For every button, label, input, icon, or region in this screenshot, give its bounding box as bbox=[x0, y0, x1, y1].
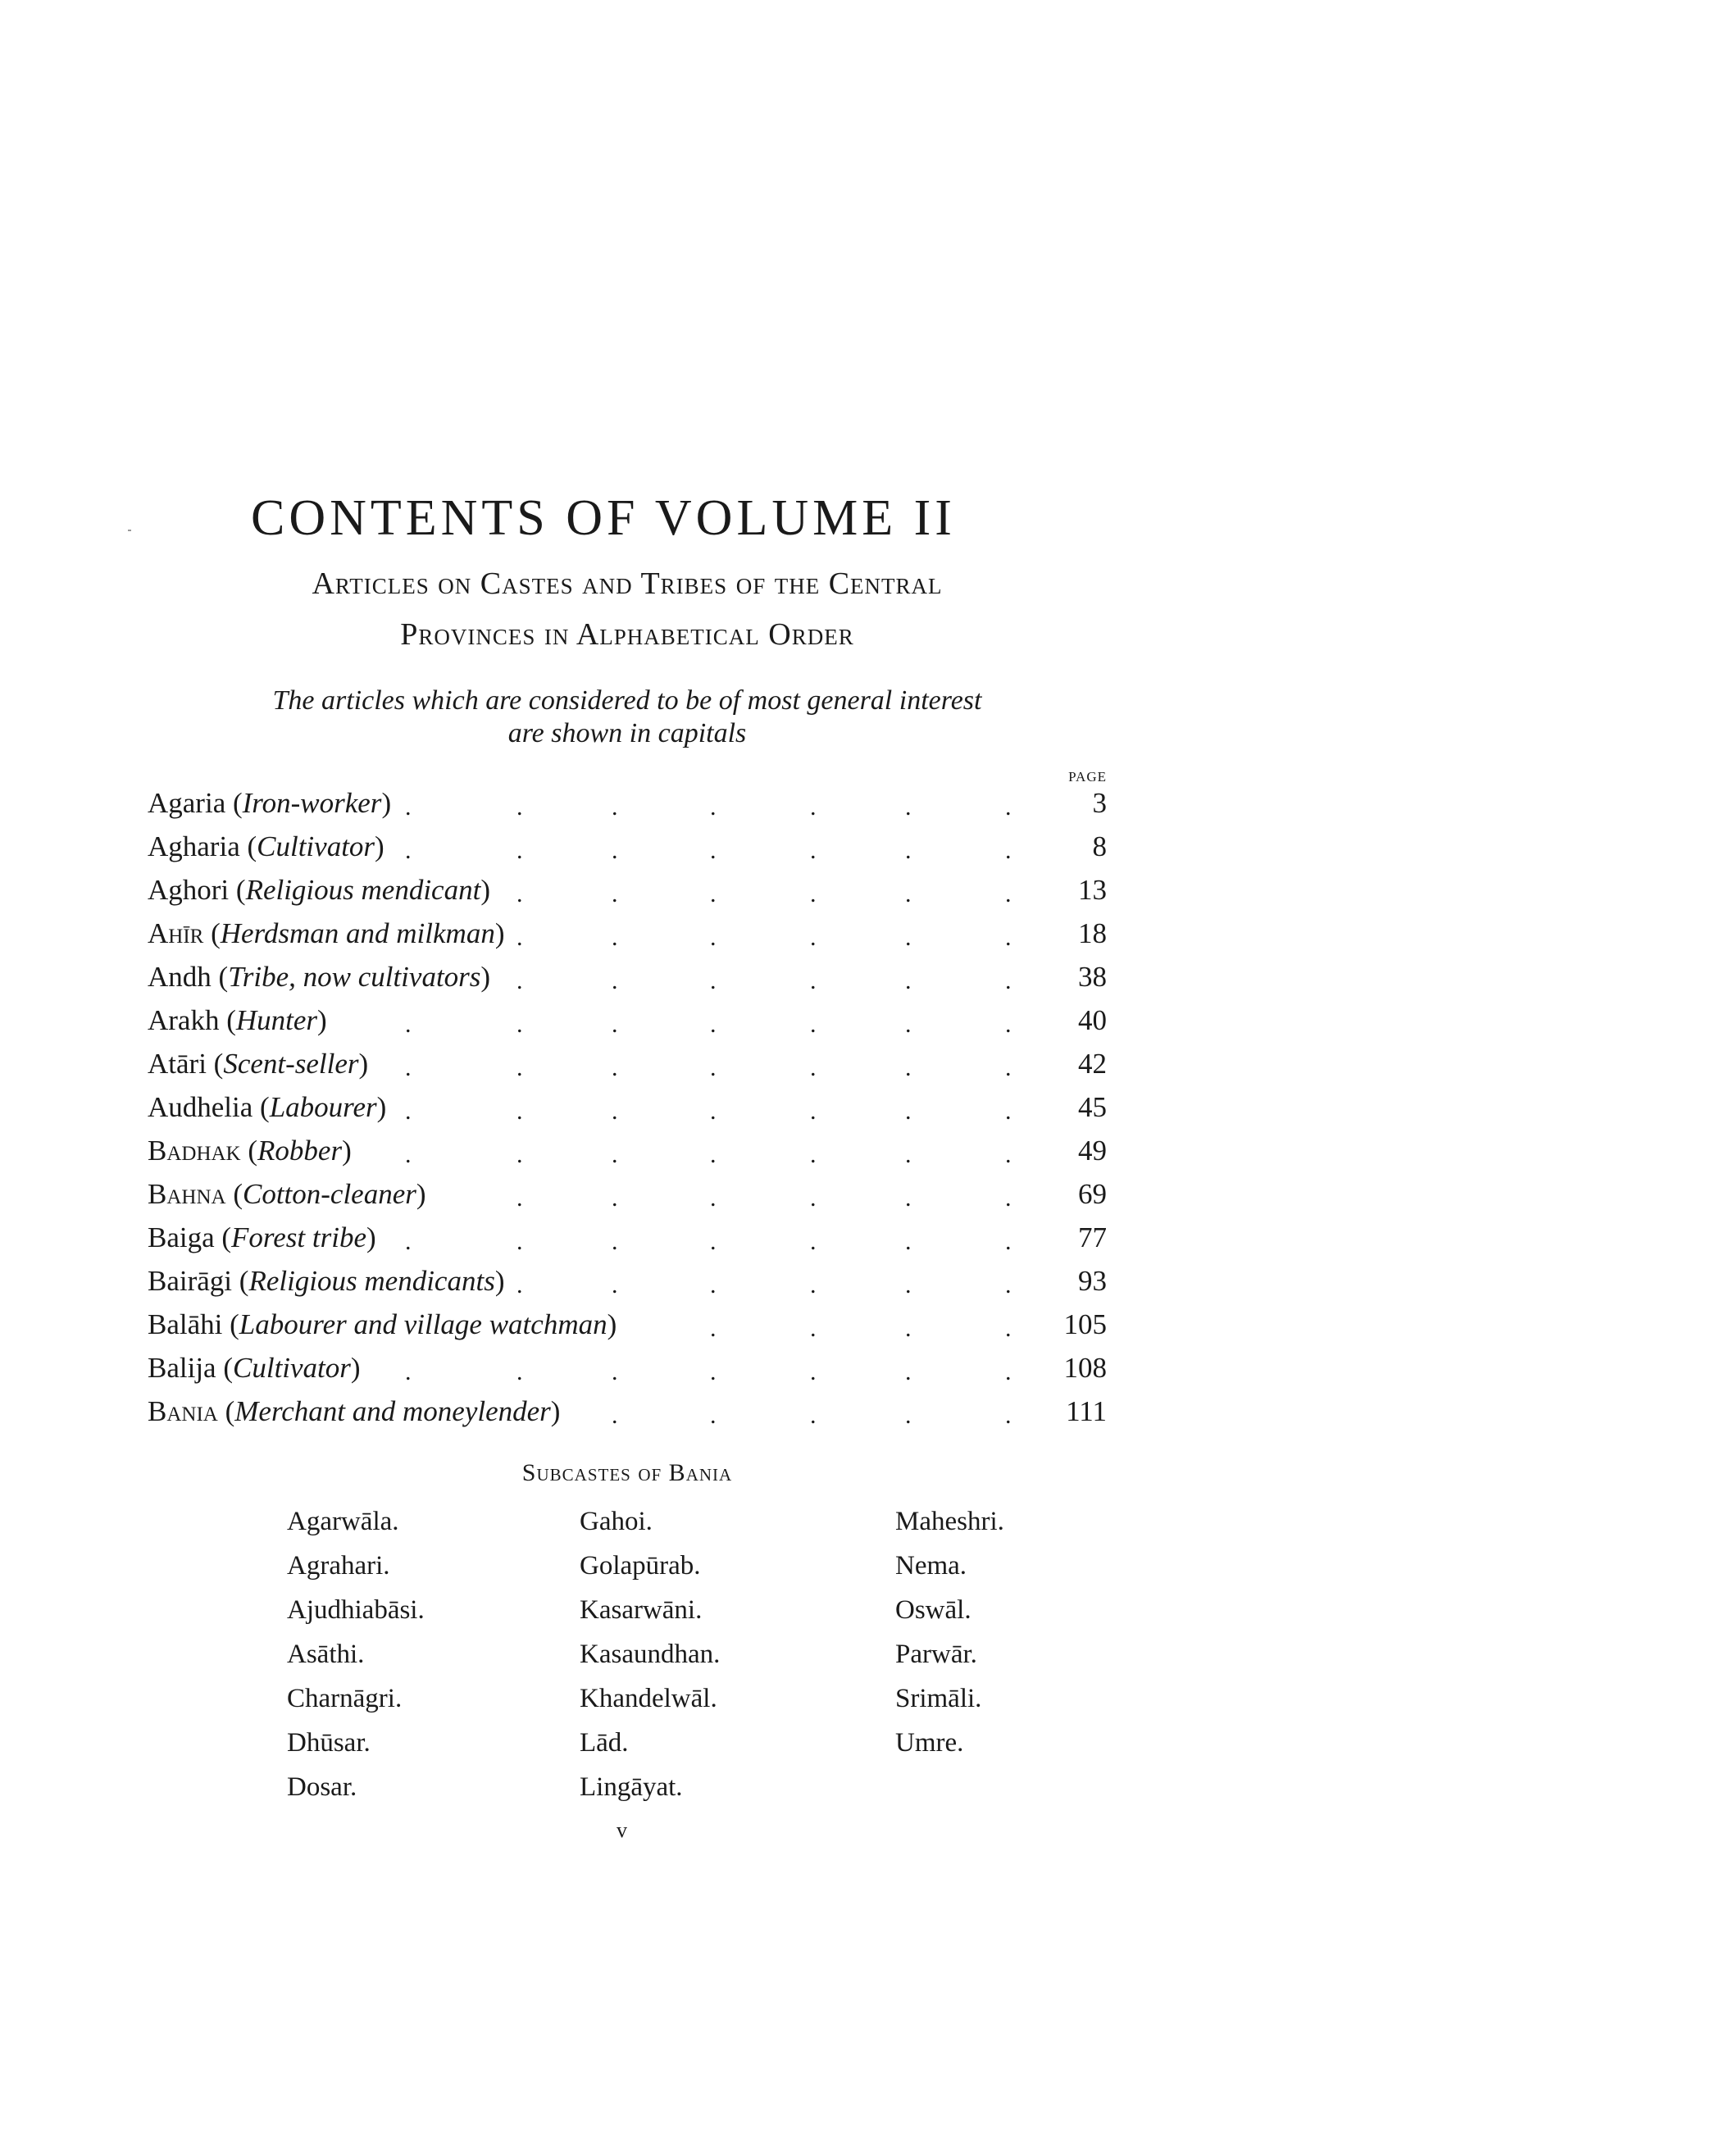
dot-leader: . . . . . . bbox=[516, 880, 1012, 907]
entry-description: Scent-seller bbox=[223, 1048, 359, 1080]
entry-name: Ahīr bbox=[148, 917, 204, 949]
subcaste-item: Maheshri. bbox=[895, 1507, 1004, 1536]
entry-label: Atāri (Scent-seller) bbox=[148, 1048, 369, 1080]
dot-leader: . . . . . . . bbox=[405, 1054, 1012, 1081]
subcaste-item: Kasaundhan. bbox=[580, 1640, 721, 1669]
entry-page-number: 38 bbox=[1078, 961, 1107, 993]
dot-leader: . . . . . . bbox=[516, 1185, 1012, 1212]
entry-description: Religious mendicant bbox=[245, 874, 481, 906]
entry-label: Arakh (Hunter) bbox=[148, 1004, 327, 1036]
subcaste-item: Nema. bbox=[895, 1551, 967, 1581]
subcaste-item: Lād. bbox=[580, 1728, 629, 1758]
entry-description: Cultivator bbox=[257, 830, 375, 862]
entry-description: Herdsman and milkman bbox=[220, 917, 495, 949]
dot-leader: . . . . . . . bbox=[405, 794, 1012, 821]
entry-description: Religious mendicants bbox=[248, 1265, 495, 1297]
entry-label: Balāhi (Labourer and village watchman) bbox=[148, 1308, 617, 1340]
dot-leader: . . . . . . bbox=[516, 924, 1012, 951]
subcaste-item: Srimāli. bbox=[895, 1684, 982, 1713]
entry-label: Bania (Merchant and moneylender) bbox=[148, 1395, 561, 1427]
entry-name: Agharia bbox=[148, 830, 240, 862]
entry-label: Aghori (Religious mendicant) bbox=[148, 874, 490, 906]
subcastes-column-2 bbox=[580, 1507, 720, 1817]
entry-label: Baiga (Forest tribe) bbox=[148, 1221, 376, 1253]
subcaste-item: Parwār. bbox=[895, 1640, 977, 1669]
page-title: CONTENTS OF VOLUME II bbox=[251, 489, 956, 546]
subcaste-item: Dhūsar. bbox=[287, 1728, 371, 1758]
entry-label: Balija (Cultivator) bbox=[148, 1352, 361, 1384]
entry-name: Balija bbox=[148, 1352, 216, 1384]
entry-page-number: 105 bbox=[1063, 1308, 1107, 1340]
entry-page-number: 42 bbox=[1078, 1048, 1107, 1080]
subcaste-item: Lingāyat. bbox=[580, 1772, 683, 1802]
dot-leader: . . . . . . bbox=[516, 967, 1012, 994]
entry-name: Agaria bbox=[148, 787, 226, 819]
entry-page-number: 111 bbox=[1066, 1395, 1107, 1427]
entry-page-number: 49 bbox=[1078, 1135, 1107, 1167]
contents-entry bbox=[148, 830, 1107, 874]
contents-entry bbox=[148, 1221, 1107, 1265]
subcastes-column-1 bbox=[287, 1507, 425, 1817]
entry-name: Bairāgi bbox=[148, 1265, 233, 1297]
entry-name: Andh bbox=[148, 961, 212, 993]
entry-page-number: 69 bbox=[1078, 1178, 1107, 1210]
entry-label: Bahna (Cotton-cleaner) bbox=[148, 1178, 426, 1210]
page-folio: v bbox=[617, 1818, 627, 1842]
entry-label: Agharia (Cultivator) bbox=[148, 830, 384, 862]
entry-page-number: 108 bbox=[1063, 1352, 1107, 1384]
entry-description: Iron-worker bbox=[242, 787, 382, 819]
entry-page-number: 3 bbox=[1092, 787, 1107, 819]
subcaste-item: Golapūrab. bbox=[580, 1551, 701, 1581]
entry-page-number: 40 bbox=[1078, 1004, 1107, 1036]
contents-entry bbox=[148, 1178, 1107, 1221]
entry-page-number: 93 bbox=[1078, 1265, 1107, 1297]
contents-entry bbox=[148, 961, 1107, 1004]
contents-entry bbox=[148, 1048, 1107, 1091]
entry-page-number: 45 bbox=[1078, 1091, 1107, 1123]
entry-description: Merchant and moneylender bbox=[234, 1395, 551, 1427]
entry-page-number: 77 bbox=[1078, 1221, 1107, 1253]
contents-entry bbox=[148, 1004, 1107, 1048]
entry-label: Ahīr (Herdsman and milkman) bbox=[148, 917, 505, 949]
dot-leader: . . . . . . . bbox=[405, 1011, 1012, 1038]
entry-name: Bahna bbox=[148, 1178, 226, 1210]
contents-entry bbox=[148, 1135, 1107, 1178]
entry-page-number: 8 bbox=[1092, 830, 1107, 862]
note-line-1: The articles which are considered to be of most general interest bbox=[272, 685, 982, 716]
entry-description: Labourer and village watchman bbox=[239, 1308, 607, 1340]
subcaste-item: Charnāgri. bbox=[287, 1684, 403, 1713]
entry-description: Labourer bbox=[269, 1091, 377, 1123]
dot-leader: . . . . . . . bbox=[405, 1098, 1012, 1125]
entry-name: Bania bbox=[148, 1395, 218, 1427]
page-column-heading: PAGE bbox=[1068, 769, 1107, 785]
dot-leader: . . . . bbox=[710, 1315, 1012, 1342]
entry-description: Robber bbox=[257, 1135, 343, 1167]
subcaste-item: Khandelwāl. bbox=[580, 1684, 717, 1713]
entry-label: Bairāgi (Religious mendicants) bbox=[148, 1265, 505, 1297]
contents-entry bbox=[148, 1352, 1107, 1395]
entry-description: Hunter bbox=[235, 1004, 318, 1036]
subcaste-item: Agrahari. bbox=[287, 1551, 390, 1581]
entry-name: Badhak bbox=[148, 1135, 241, 1167]
entry-name: Arakh bbox=[148, 1004, 220, 1036]
subcastes-column-3 bbox=[895, 1507, 1004, 1772]
entry-name: Atāri bbox=[148, 1048, 207, 1080]
subcaste-item: Oswāl. bbox=[895, 1595, 971, 1625]
note-line-2: are shown in capitals bbox=[507, 718, 747, 748]
entry-label: Badhak (Robber) bbox=[148, 1135, 352, 1167]
contents-entry bbox=[148, 1265, 1107, 1308]
subcaste-item: Asāthi. bbox=[287, 1640, 365, 1669]
entry-name: Balāhi bbox=[148, 1308, 223, 1340]
dot-leader: . . . . . . . bbox=[405, 1141, 1012, 1168]
subtitle-line-2: Provinces in Alphabetical Order bbox=[400, 617, 854, 652]
contents-entry bbox=[148, 787, 1107, 830]
entry-name: Aghori bbox=[148, 874, 230, 906]
entry-label: Audhelia (Labourer) bbox=[148, 1091, 387, 1123]
dot-leader: . . . . . . . bbox=[405, 1358, 1012, 1385]
subcaste-item: Gahoi. bbox=[580, 1507, 653, 1536]
entry-page-number: 13 bbox=[1078, 874, 1107, 906]
contents-entry bbox=[148, 874, 1107, 917]
dot-leader: . . . . . . . bbox=[405, 1228, 1012, 1255]
contents-entry bbox=[148, 917, 1107, 961]
entry-name: Audhelia bbox=[148, 1091, 253, 1123]
entry-description: Tribe, now cultivators bbox=[228, 961, 481, 993]
entry-label: Andh (Tribe, now cultivators) bbox=[148, 961, 491, 993]
subcaste-item: Ajudhiabāsi. bbox=[287, 1595, 425, 1625]
entry-description: Cultivator bbox=[233, 1352, 351, 1384]
subcaste-item: Umre. bbox=[895, 1728, 964, 1758]
subcaste-item: Agarwāla. bbox=[287, 1507, 399, 1536]
subtitle-line-1: Articles on Castes and Tribes of the Central bbox=[312, 566, 943, 601]
dot-leader: . . . . . bbox=[612, 1402, 1012, 1429]
entry-name: Baiga bbox=[148, 1221, 215, 1253]
contents-entry bbox=[148, 1091, 1107, 1135]
contents-entry bbox=[148, 1395, 1107, 1439]
dot-leader: . . . . . . . bbox=[405, 837, 1012, 864]
entry-description: Cotton-cleaner bbox=[242, 1178, 416, 1210]
dot-leader: . . . . . . bbox=[516, 1271, 1012, 1299]
subcastes-heading: Subcastes of Bania bbox=[521, 1459, 733, 1486]
entry-page-number: 18 bbox=[1078, 917, 1107, 949]
stray-mark bbox=[128, 530, 131, 531]
entry-description: Forest tribe bbox=[231, 1221, 366, 1253]
contents-entry bbox=[148, 1308, 1107, 1352]
contents-list bbox=[148, 787, 1107, 1439]
subcaste-item: Kasarwāni. bbox=[580, 1595, 703, 1625]
entry-label: Agaria (Iron-worker) bbox=[148, 787, 392, 819]
subcaste-item: Dosar. bbox=[287, 1772, 357, 1802]
